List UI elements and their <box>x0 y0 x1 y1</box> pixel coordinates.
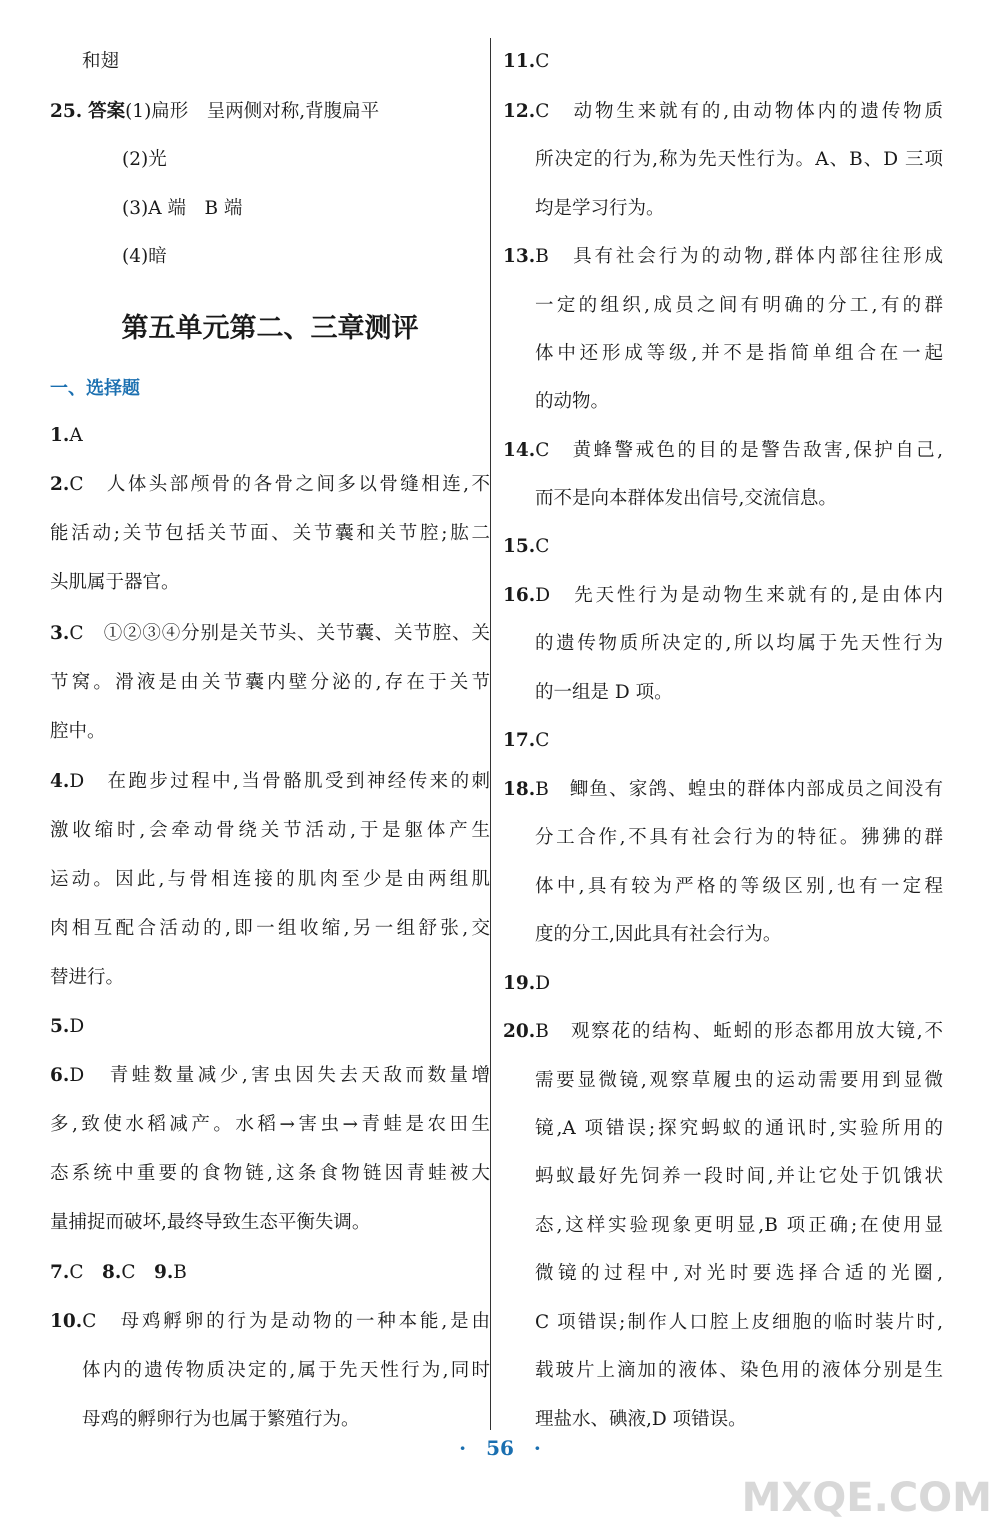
answer-6-line: 多,致使水稻减产。水稻→害虫→青蛙是农田生 <box>50 1114 490 1135</box>
answer-20-line: 微镜的过程中,对光时要选择合适的光圈, <box>535 1263 943 1284</box>
answer-16-line: 的一组是 D 项。 <box>535 682 673 703</box>
answer-25-4: (4)暗 <box>122 246 167 267</box>
answer-15: 15.C <box>503 536 550 557</box>
answer-10: 10.C 母鸡孵卵的行为是动物的一种本能,是由 <box>50 1311 490 1332</box>
answer-18-line: 分工合作,不具有社会行为的特征。狒狒的群 <box>535 827 943 848</box>
page-title: 第五单元第二、三章测评 <box>121 313 419 344</box>
answer-5: 5.D <box>50 1016 85 1037</box>
answer-19: 19.D <box>503 973 551 994</box>
answer-4-line: 替进行。 <box>50 967 125 988</box>
answer-7-9: 7.C 8.C 9.B <box>50 1262 187 1283</box>
answer-1: 1.A <box>50 425 83 446</box>
answer-6: 6.D 青蛙数量减少,害虫因失去天敌而数量增 <box>50 1065 490 1086</box>
answer-20-line: 蚂蚁最好先饲养一段时间,并让它处于饥饿状 <box>535 1166 943 1187</box>
answer-20-line: 载玻片上滴加的液体、染色用的液体分别是生 <box>535 1360 943 1381</box>
answer-25: 25. 答案(1)扁形 呈两侧对称,背腹扁平 <box>50 101 380 122</box>
answer-16-line: 的遗传物质所决定的,所以均属于先天性行为 <box>535 633 943 654</box>
answer-3-line: 节窝。滑液是由关节囊内壁分泌的,存在于关节 <box>50 672 490 693</box>
answer-10-line: 体内的遗传物质决定的,属于先天性行为,同时 <box>82 1360 490 1381</box>
answer-16: 16.D 先天性行为是动物生来就有的,是由体内 <box>503 585 943 606</box>
answer-6-line: 量捕捉而破坏,最终导致生态平衡失调。 <box>50 1212 371 1233</box>
answer-20-line: 理盐水、碘液,D 项错误。 <box>535 1409 747 1430</box>
answer-2-line: 能活动;关节包括关节面、关节囊和关节腔;肱二 <box>50 523 490 544</box>
answer-17: 17.C <box>503 730 550 751</box>
answer-3-line: 腔中。 <box>50 721 106 742</box>
answer-4-line: 激收缩时,会牵动骨绕关节活动,于是躯体产生 <box>50 820 490 841</box>
answer-line: 和翅 <box>82 51 120 72</box>
answer-2: 2.C 人体头部颅骨的各骨之间多以骨缝相连,不 <box>50 474 490 495</box>
answer-13: 13.B 具有社会行为的动物,群体内部往往形成 <box>503 246 943 267</box>
answer-10-line: 母鸡的孵卵行为也属于繁殖行为。 <box>82 1409 360 1430</box>
answer-13-line: 的动物。 <box>535 391 610 412</box>
answer-18: 18.B 鲫鱼、家鸽、蝗虫的群体内部成员之间没有 <box>503 779 943 800</box>
column-divider <box>490 38 491 1430</box>
answer-18-line: 度的分工,因此具有社会行为。 <box>535 924 782 945</box>
answer-3: 3.C ①②③④分别是关节头、关节囊、关节腔、关 <box>50 623 490 644</box>
answer-4-line: 运动。因此,与骨相连接的肌肉至少是由两组肌 <box>50 869 490 890</box>
answer-20-line: 镜,A 项错误;探究蚂蚁的通讯时,实验所用的 <box>535 1118 943 1139</box>
answer-20: 20.B 观察花的结构、蚯蚓的形态都用放大镜,不 <box>503 1021 943 1042</box>
answer-6-line: 态系统中重要的食物链,这条食物链因青蛙被大 <box>50 1163 490 1184</box>
answer-13-line: 体中还形成等级,并不是指简单组合在一起 <box>535 343 943 364</box>
answer-14-line: 而不是向本群体发出信号,交流信息。 <box>535 488 837 509</box>
answer-20-line: 态,这样实验现象更明显,B 项正确;在使用显 <box>535 1215 943 1236</box>
answer-18-line: 体中,具有较为严格的等级区别,也有一定程 <box>535 876 943 897</box>
answer-14: 14.C 黄蜂警戒色的目的是警告敌害,保护自己, <box>503 440 943 461</box>
answer-20-line: C 项错误;制作人口腔上皮细胞的临时装片时, <box>535 1312 943 1333</box>
watermark: MXQE.COM <box>741 1475 992 1521</box>
answer-12: 12.C 动物生来就有的,由动物体内的遗传物质 <box>503 101 943 122</box>
answer-12-line: 所决定的行为,称为先天性行为。A、B、D 三项 <box>535 149 943 170</box>
section-heading: 一、选择题 <box>50 378 140 399</box>
answer-25-3: (3)A 端 B 端 <box>122 198 243 219</box>
answer-2-line: 头肌属于器官。 <box>50 572 180 593</box>
answer-11: 11.C <box>503 51 550 72</box>
answer-12-line: 均是学习行为。 <box>535 198 665 219</box>
answer-13-line: 一定的组织,成员之间有明确的分工,有的群 <box>535 295 943 316</box>
answer-20-line: 需要显微镜,观察草履虫的运动需要用到显微 <box>535 1070 943 1091</box>
answer-25-2: (2)光 <box>122 149 167 170</box>
answer-4-line: 肉相互配合活动的,即一组收缩,另一组舒张,交 <box>50 918 490 939</box>
answer-4: 4.D 在跑步过程中,当骨骼肌受到神经传来的刺 <box>50 771 490 792</box>
page-number: · 56 · <box>459 1436 541 1460</box>
